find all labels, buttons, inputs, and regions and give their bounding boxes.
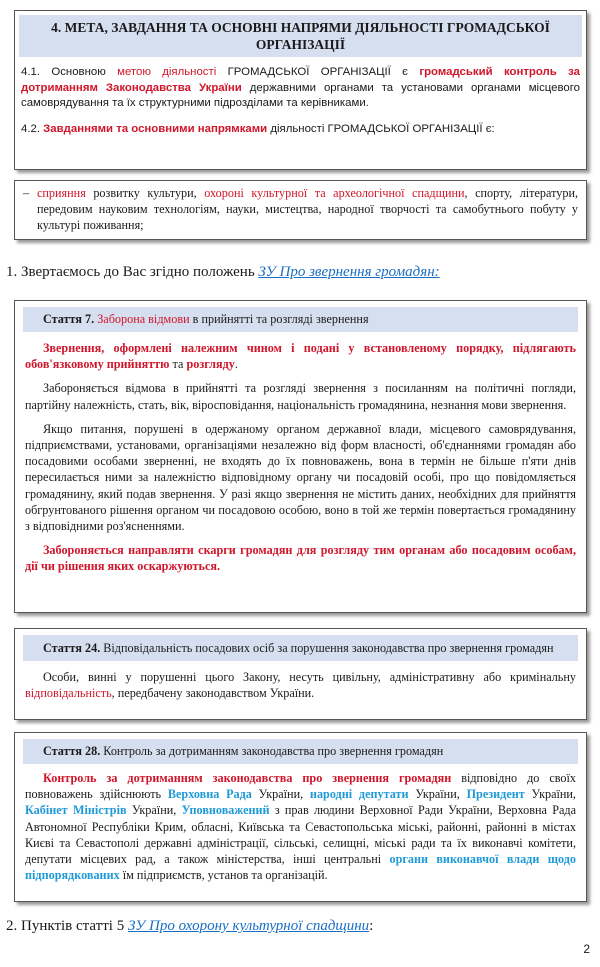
- article7-paragraph-3: Якщо питання, порушені в одержаному органом державної влади, місцевого самоврядування, підприємствами, установами, організаціями незалежно від форм власності, об'єднаннями громадян або посадовими особами зверненні, не входять до їх повноважень, вона в термін не більше п'яти днів пересилається ними за належністю відповідному органу чи посадовій особі, про що повідомляється громадянину, який подав звернення. У разі якщо звернення не містить даних, необхідних для прийняття обгрунтованого рішення органом чи посадовою особою, воно в той же термін повертається громадянину з відповідними роз'ясненнями.: [25, 421, 576, 534]
- article7-paragraph-2: Забороняється відмова в прийнятті та розгляді звернення з посиланням на політичні погляди, партійну належність, стать, вік, віросповідання, національність громадянина, незнання мови звернення.: [25, 381, 576, 412]
- section4-paragraph-2: 4.2. Завданнями та основними напрямками діяльності ГРОМАДСЬКОЇ ОРГАНІЗАЦІЇ є:: [21, 122, 495, 135]
- bullet-box: [14, 180, 587, 240]
- section4-paragraph-1: 4.1. Основною метою діяльності ГРОМАДСЬКОЇ ОРГАНІЗАЦІЇ є громадський контроль за дотриманням Законодавства України державними органами та установами органами місцевого самоврядування та їх структурними підрозділами та керівниками.: [21, 66, 581, 109]
- highlight-goal: метою діяльності: [117, 66, 217, 78]
- bullet-item: – сприяння розвитку культури, охороні культурної та археологічної спадщини, спорту, літератури, передовим науковим технологіям, науки, мистецтва, народної творчості та самобутнього побуту у культурі поживання;: [23, 186, 579, 232]
- highlight-heritage: охороні культурної та археологічної спадщини: [204, 186, 465, 200]
- bullet-dash: –: [23, 186, 30, 200]
- article7-box: [14, 300, 587, 613]
- article28-box: [14, 732, 587, 902]
- law-link-appeals[interactable]: ЗУ Про звернення громадян:: [258, 264, 440, 280]
- law-link-heritage[interactable]: ЗУ Про охорону культурної спадщини: [127, 918, 370, 934]
- body-line-1: 1. Звертаємось до Вас згідно положень ЗУ Про звернення громадян:: [6, 264, 440, 280]
- article7-paragraph-1: Звернення, оформлені належним чином і подані у встановленому порядку, підлягають обов'язковому прийняттю та розгляду.: [25, 341, 576, 372]
- article7-paragraph-4: Забороняється направляти скарги громадян для розгляду тим органам або посадовим особам, дії чи рішення яких оскаржуються.: [25, 543, 576, 574]
- page-number: 2: [583, 942, 590, 956]
- article28-paragraph: Контроль за дотриманням законодавства про звернення громадян відповідно до своїх повноважень здійснюють Верховна Рада України, народні депутати України, Президент України, Кабінет Міністрів України, Уповноважений з прав людини Верховної Ради України, Верховна Рада Автономної Республіки Крим, обласні, Київська та Севастопольська міські, районні, районні в містах Києві та Севастополі державні адміністрації, сільські, селищні, міські ради та їх виконавчі комітети, депутати місцевих рад, а також міністерства, інші центральні органи виконавчої влади щодо підпорядкованих їм підприємств, установ та організацій.: [25, 771, 576, 883]
- article24-header: Стаття 24. Відповідальність посадових осіб за порушення законодавства про звернення громадян: [23, 635, 578, 661]
- section4-box: [14, 10, 587, 170]
- article28-header: Стаття 28. Контроль за дотриманням законодавства про звернення громадян: [23, 739, 578, 764]
- body-line-2: 2. Пунктів статті 5 ЗУ Про охорону культурної спадщини:: [6, 918, 374, 934]
- article24-box: [14, 628, 587, 720]
- highlight-tasks: Завданнями та основними напрямками: [43, 122, 268, 135]
- article24-paragraph: Особи, винні у порушенні цього Закону, несуть цивільну, адміністративну або кримінальну відповідальність, передбачену законодавством України.: [25, 670, 576, 701]
- highlight-public-control: громадський контроль за дотриманням Законодавства України: [21, 66, 581, 94]
- section4-title: 4. МЕТА, ЗАВДАННЯ ТА ОСНОВНІ НАПРЯМИ ДІЯЛЬНОСТІ ГРОМАДСЬКОЇ ОРГАНІЗАЦІЇ: [19, 15, 582, 57]
- article7-header: Стаття 7. Заборона відмови в прийнятті та розгляді звернення: [23, 307, 578, 332]
